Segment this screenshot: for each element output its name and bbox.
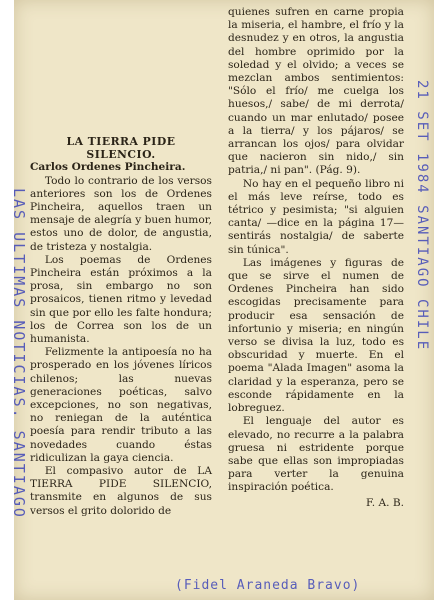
paragraph: Todo lo contrario de los versos anteriores son los de Ordenes Pincheira, aquellos traen un mensaje de alegría y buen humor, estos uno de dolor, de angustia, de tristeza y nostalgia. [30,174,212,253]
paragraph: quienes sufren en carne propia la miseria, el hambre, el frío y la desnudez y en otros, la angustia del hombre oprimido por la soledad y el olvido; a veces se mezclan ambos sentimientos: "Sólo el frío/ me cuelga los huesos,/ sabe/ de mi derrota/ cuando un mar enlutado/ posee a la tierra/ y los pájaros/ se arrancan los ojos/ para olvidar que nacieron sin nido,/ sin patria,/ ni pan". (Pág. 9). [228,6,404,177]
paragraph: No hay en el pequeño libro ni el más leve reírse, todo es tétrico y pesimista; "si alguien canta/ —dice en la página 17— sentirás nostalgia/ de saberte sin túnica". [228,177,404,256]
book-author: Carlos Ordenes Pincheira. [30,161,186,174]
right-column [228,6,404,510]
paragraph: El compasivo autor de LA TIERRA PIDE SILENCIO, transmite en algunos de sus versos el grito dolorido de [30,465,212,517]
paragraph: Las imágenes y figuras de que se sirve el numen de Ordenes Pincheira han sido escogidas precisamente para producir esa sensación de infortunio y miseria; en ningún verso se divisa la luz, todo es obscuridad y muerte. En el poema "Alada Imagen" asoma la claridad y la esperanza, pero se esconde rápidamente en la lobreguez. [228,256,404,415]
left-column [30,135,212,518]
headline: LA TIERRA PIDE SILENCIO. [66,135,176,162]
paragraph: Los poemas de Ordenes Pincheira están próximos a la prosa, sin embargo no son prosaicos, tienen ritmo y levedad sin que por ello les falte hondura; los de Correa son los de un humanista. [30,253,212,346]
signature: F. A. B. [366,496,404,509]
handwritten-author-note: (Fidel Araneda Bravo) [175,578,361,593]
paragraph: Felizmente la antipoesía no ha prosperado en los jóvenes líricos chilenos; las nuevas generaciones poéticas, salvo excepciones, no son negativas, no reniegan de la auténtica poesía para rendir tributo a las novedades cuando éstas ridiculizan la gaya ciencia. [30,346,212,464]
handwritten-source-note: LAS ULTIMAS NOTICIAS. SANTIAGO [10,188,28,519]
paragraph: El lenguaje del autor es elevado, no recurre a la palabra gruesa ni estridente porque sabe que ellas son impropiadas para verter la genuina inspiración poética. [228,415,404,494]
handwritten-date-note: 21 SET 1984 SANTIAGO CHILE [414,80,430,352]
